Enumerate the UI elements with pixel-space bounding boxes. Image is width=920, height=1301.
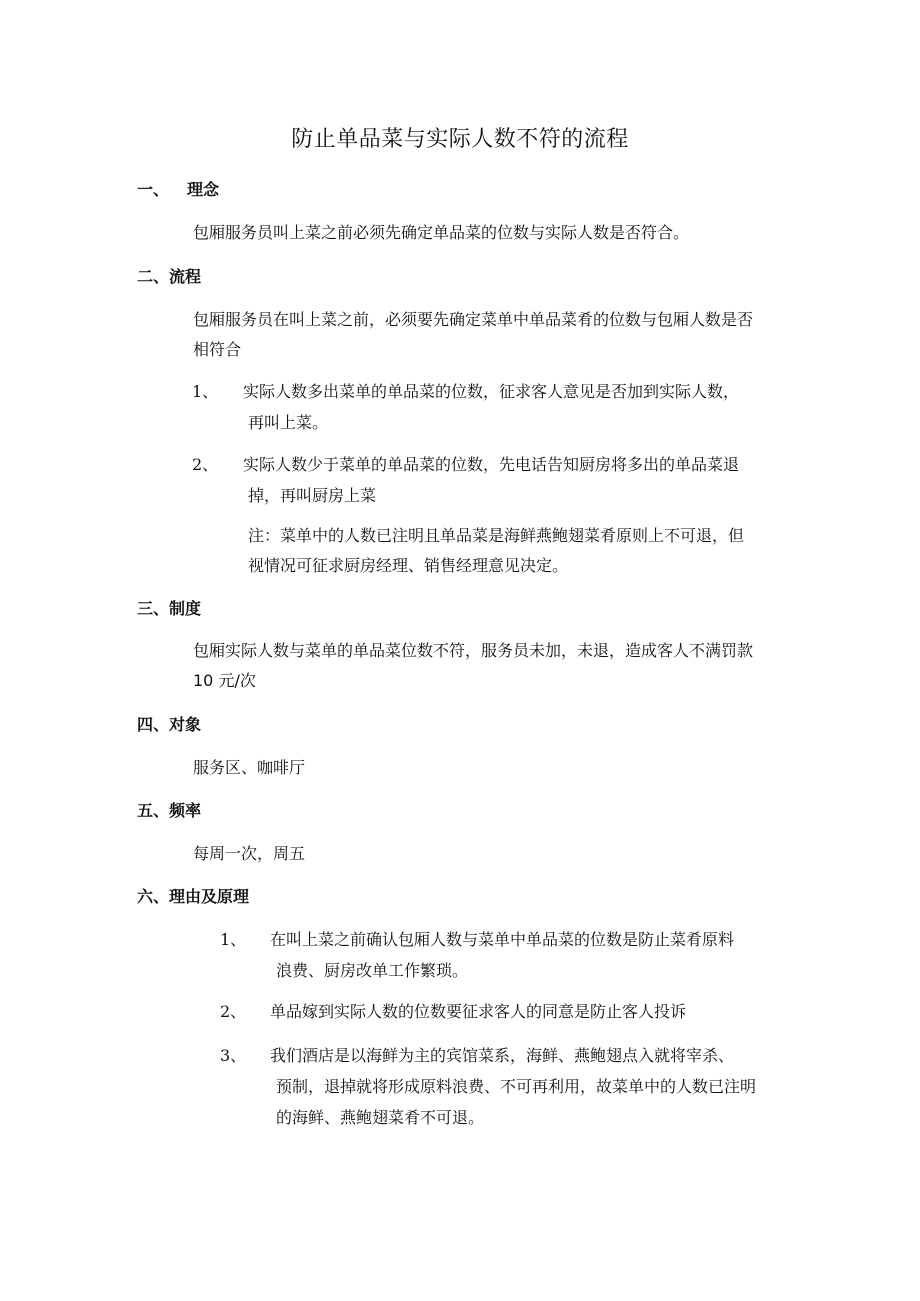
section-6-item-3-number: 3、 <box>220 1046 247 1065</box>
section-6-item-1-number: 1、 <box>220 930 247 949</box>
section-5-heading: 五、频率 <box>137 801 202 820</box>
section-2-item-1-number: 1、 <box>192 382 219 401</box>
section-2-item-2-number: 2、 <box>192 455 219 474</box>
section-3-body-line-1: 包厢实际人数与菜单的单品菜位数不符，服务员未加，未退，造成客人不满罚款 <box>193 641 754 660</box>
section-6-heading: 六、理由及原理 <box>137 887 250 906</box>
section-3-body-line-2: 10 元/次 <box>193 671 256 690</box>
section-6-item-2 <box>220 995 820 1028</box>
section-6-item-1-line-1: 在叫上菜之前确认包厢人数与菜单中单品菜的位数是防止菜肴原料 <box>270 930 735 949</box>
section-2-body-line-2: 相符合 <box>193 340 242 359</box>
section-1-body: 包厢服务员叫上菜之前必须先确定单品菜的位数与实际人数是否符合。 <box>193 223 690 242</box>
section-2-item-2-line-1: 实际人数少于菜单的单品菜的位数，先电话告知厨房将多出的单品菜退 <box>243 455 740 474</box>
section-6-item-3-line-2: 预制，退掉就将形成原料浪费、不可再利用，故菜单中的人数已注明 <box>276 1077 757 1096</box>
section-5-body: 每周一次，周五 <box>193 844 306 863</box>
document-title: 防止单品菜与实际人数不符的流程 <box>291 127 629 152</box>
section-6-item-3-line-3: 的海鲜、燕鲍翅菜肴不可退。 <box>276 1108 485 1127</box>
section-1-number: 一、 <box>137 180 170 199</box>
section-2-note-line-2: 视情况可征求厨房经理、销售经理意见决定。 <box>248 556 569 575</box>
section-6-item-1-line-2: 浪费、厨房改单工作繁琐。 <box>276 961 469 980</box>
section-2-body-line-1: 包厢服务员在叫上菜之前，必须要先确定菜单中单品菜肴的位数与包厢人数是否 <box>193 310 754 329</box>
section-6-item-1 <box>220 923 820 989</box>
section-2-item-1 <box>192 375 792 441</box>
section-6-item-2-number: 2、 <box>220 1002 247 1021</box>
section-2-heading: 二、流程 <box>137 267 202 286</box>
section-3-heading: 三、制度 <box>137 599 202 618</box>
section-2-item-2-line-2: 掉，再叫厨房上菜 <box>248 486 377 505</box>
section-6-item-3-line-1: 我们酒店是以海鲜为主的宾馆菜系，海鲜、燕鲍翅点入就将宰杀、 <box>270 1046 735 1065</box>
section-4-body: 服务区、咖啡厅 <box>193 758 306 777</box>
section-4-heading: 四、对象 <box>137 715 202 734</box>
section-6-item-3 <box>220 1039 820 1138</box>
section-2-item-1-line-2: 再叫上菜。 <box>248 413 329 432</box>
section-2-item-2 <box>192 448 792 514</box>
section-6-item-2-line-1: 单品嫁到实际人数的位数要征求客人的同意是防止客人投诉 <box>270 1002 687 1021</box>
section-2-note-line-1: 注：菜单中的人数已注明且单品菜是海鲜燕鲍翅菜肴原则上不可退，但 <box>248 526 745 545</box>
section-1-heading <box>137 178 219 202</box>
section-1-title: 理念 <box>187 180 220 199</box>
section-2-item-1-line-1: 实际人数多出菜单的单品菜的位数，征求客人意见是否加到实际人数， <box>243 382 740 401</box>
